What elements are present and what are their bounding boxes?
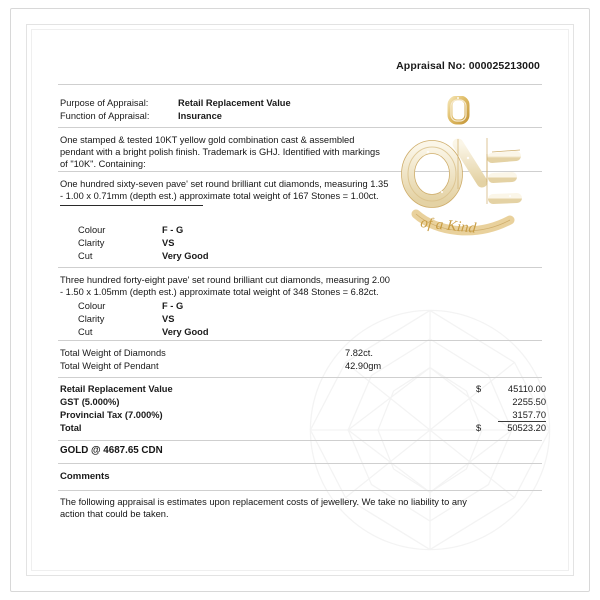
svg-text:of a Kind: of a Kind xyxy=(419,215,477,237)
comments-title: Comments xyxy=(60,471,110,482)
item-1-clarity-value: VS xyxy=(162,238,175,248)
price-amount-2: 3157.70 xyxy=(512,410,546,420)
item-1-clarity-label: Clarity xyxy=(78,238,105,248)
item-2-clarity-label: Clarity xyxy=(78,314,105,324)
divider-4 xyxy=(58,340,542,341)
price-currency-3: $ xyxy=(476,423,482,433)
function-label: Function of Appraisal: xyxy=(60,111,150,121)
price-amount-3: 50523.20 xyxy=(507,423,546,433)
purpose-value: Retail Replacement Value xyxy=(178,98,291,108)
price-amount-0: 45110.00 xyxy=(507,384,546,394)
appraisal-number-value: 000025213000 xyxy=(468,60,540,72)
pendant-description: One stamped & tested 10KT yellow gold combination cast & assembled pendant with a bright polish finish. Trademark is GHJ. Identified with markings of "10K". Containing: xyxy=(60,135,380,170)
appraisal-number-label: Appraisal No: xyxy=(396,60,466,72)
divider-7 xyxy=(58,463,542,464)
price-amount-1: 2255.50 xyxy=(512,397,546,407)
total-diamonds-label: Total Weight of Diamonds xyxy=(60,348,166,358)
item-2-clarity-value: VS xyxy=(162,314,175,324)
divider-6 xyxy=(58,440,542,441)
gold-rate: GOLD @ 4687.65 CDN xyxy=(60,445,163,456)
purpose-label: Purpose of Appraisal: xyxy=(60,98,149,108)
item-2-cut-label: Cut xyxy=(78,327,93,337)
item-1-underline xyxy=(60,205,203,206)
item-1-colour-value: F - G xyxy=(162,225,184,235)
total-pendant-label: Total Weight of Pendant xyxy=(60,361,159,371)
item-1-cut-label: Cut xyxy=(78,251,93,261)
item-2-cut-value: Very Good xyxy=(162,327,209,337)
item-2-colour-label: Colour xyxy=(78,301,106,311)
item-2-description: Three hundred forty-eight pave' set round brilliant cut diamonds, measuring 2.00 - 1.50 x 1.05mm (depth est.) approximate total weight of 348 Stones = 6.82ct. xyxy=(60,275,390,298)
item-1-cut-value: Very Good xyxy=(162,251,209,261)
divider-top xyxy=(58,84,542,85)
price-label-2: Provincial Tax (7.000%) xyxy=(60,410,163,420)
function-value: Insurance xyxy=(178,111,222,121)
item-1-colour-label: Colour xyxy=(78,225,106,235)
total-pendant-value: 42.90gm xyxy=(345,361,382,371)
price-label-1: GST (5.000%) xyxy=(60,397,120,407)
appraisal-number xyxy=(396,60,540,72)
total-diamonds-value: 7.82ct. xyxy=(345,348,373,358)
divider-5 xyxy=(58,377,542,378)
pendant-photo xyxy=(398,96,526,271)
price-currency-0: $ xyxy=(476,384,482,394)
item-2-colour-value: F - G xyxy=(162,301,184,311)
comments-text: The following appraisal is estimates upon replacement costs of jewellery. We take no liability to any action that could be taken. xyxy=(60,497,467,520)
price-label-0: Retail Replacement Value xyxy=(60,384,173,394)
item-1-description: One hundred sixty-seven pave' set round brilliant cut diamonds, measuring 1.35 - 1.00 x 0.71mm (depth est.) approximate total weight of 167 Stones = 1.00ct. xyxy=(60,179,389,202)
divider-8 xyxy=(58,490,542,491)
price-label-3: Total xyxy=(60,423,82,433)
